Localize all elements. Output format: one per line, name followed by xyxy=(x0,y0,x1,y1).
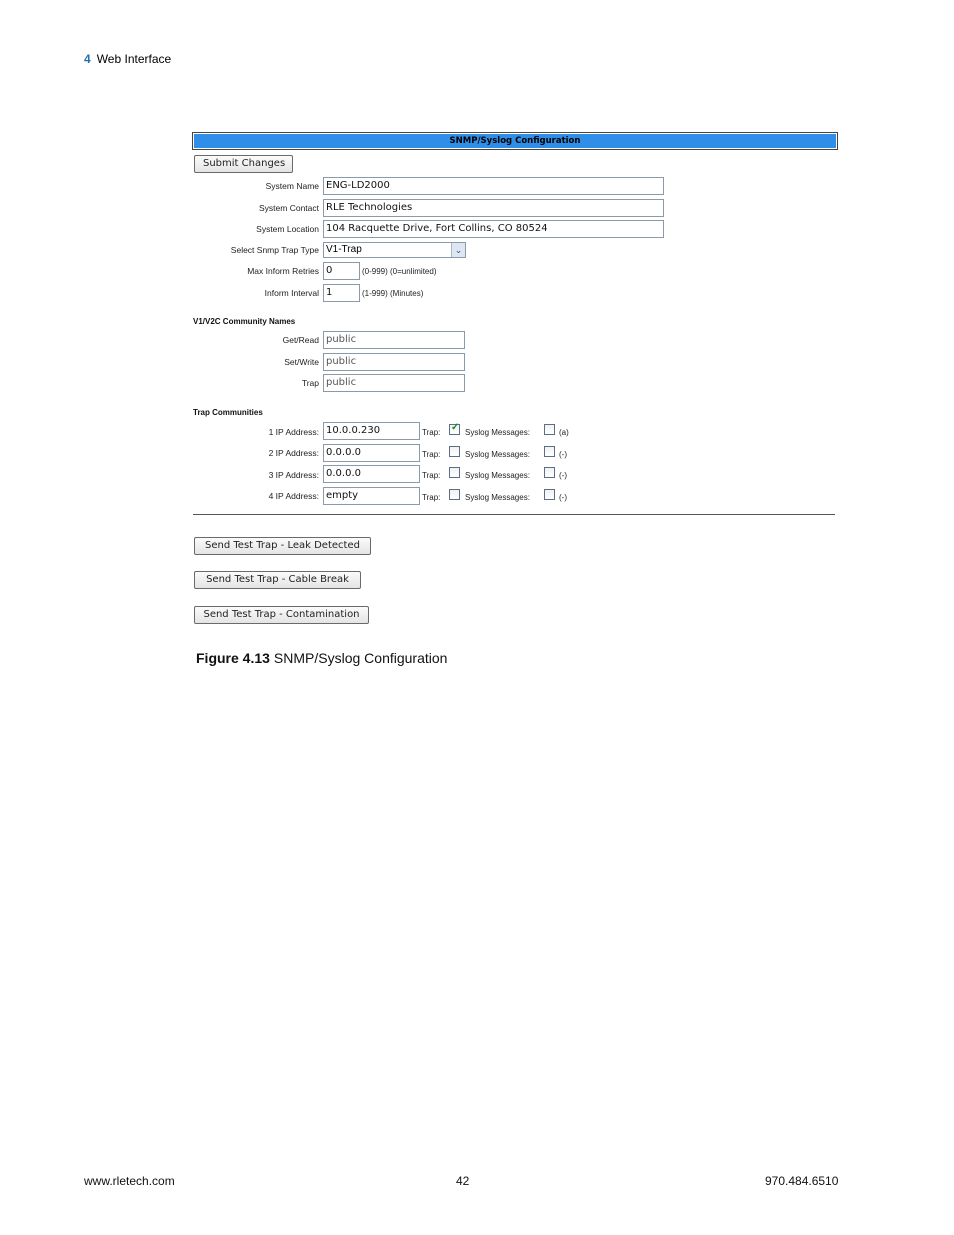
trap-type-value: V1-Trap xyxy=(326,244,362,255)
trap-row-2-syslog-checkbox[interactable] xyxy=(544,446,555,457)
trap-row-1-label: 1 IP Address: xyxy=(268,427,319,437)
trap-row-2-trap-checkbox[interactable] xyxy=(449,446,460,457)
submit-changes-button[interactable]: Submit Changes xyxy=(194,155,293,173)
trap-row-3-trap-label: Trap: xyxy=(422,471,441,480)
system-name-label: System Name xyxy=(265,181,319,191)
max-retries-input[interactable]: 0 xyxy=(323,262,360,280)
system-name-input[interactable]: ENG-LD2000 xyxy=(323,177,664,195)
test-trap-contamination-button[interactable]: Send Test Trap - Contamination xyxy=(194,606,369,624)
system-contact-label: System Contact xyxy=(259,203,319,213)
trap-row-4-label: 4 IP Address: xyxy=(268,491,319,501)
test-trap-leak-button[interactable]: Send Test Trap - Leak Detected xyxy=(194,537,371,555)
trap-row-2-trap-label: Trap: xyxy=(422,450,441,459)
max-retries-note: (0-999) (0=unlimited) xyxy=(362,267,437,276)
trap-row-3-trap-checkbox[interactable] xyxy=(449,467,460,478)
trap-row-2-syslog-label: Syslog Messages: xyxy=(465,450,530,459)
figure-title: SNMP/Syslog Configuration xyxy=(273,650,448,666)
page-header xyxy=(84,52,171,66)
trap-row-2-ip-input[interactable]: 0.0.0.0 xyxy=(323,444,420,462)
footer-website: www.rletech.com xyxy=(84,1174,175,1188)
set-write-input[interactable]: public xyxy=(323,353,465,371)
test-trap-cable-button[interactable]: Send Test Trap - Cable Break xyxy=(194,571,361,589)
trap-row-3-ip-input[interactable]: 0.0.0.0 xyxy=(323,465,420,483)
chevron-down-icon[interactable]: ⌄ xyxy=(451,243,465,257)
trap-row-3-syslog-checkbox[interactable] xyxy=(544,467,555,478)
chapter-title: Web Interface xyxy=(96,52,172,66)
chapter-number: 4 xyxy=(84,52,91,66)
inform-interval-input[interactable]: 1 xyxy=(323,284,360,302)
trap-row-3-syslog-note: (-) xyxy=(559,471,567,480)
trap-row-1-ip-input[interactable]: 10.0.0.230 xyxy=(323,422,420,440)
trap-type-select[interactable] xyxy=(323,242,466,258)
trap-row-1-syslog-checkbox[interactable] xyxy=(544,424,555,435)
footer-page-number: 42 xyxy=(456,1174,470,1188)
set-write-label: Set/Write xyxy=(284,357,319,367)
trap-row-4-trap-checkbox[interactable] xyxy=(449,489,460,500)
get-read-input[interactable]: public xyxy=(323,331,465,349)
trap-row-1-syslog-note: (a) xyxy=(559,428,569,437)
panel-title-bar xyxy=(192,132,838,150)
figure-number: Figure 4.13 xyxy=(196,650,270,666)
footer-phone: 970.484.6510 xyxy=(765,1174,839,1188)
trap-row-2-syslog-note: (-) xyxy=(559,450,567,459)
trap-row-4-syslog-label: Syslog Messages: xyxy=(465,493,530,502)
trap-type-label: Select Snmp Trap Type xyxy=(230,245,319,255)
trap-community-label: Trap xyxy=(301,378,319,388)
inform-interval-note: (1-999) (Minutes) xyxy=(362,289,424,298)
trap-row-3-syslog-label: Syslog Messages: xyxy=(465,471,530,480)
get-read-label: Get/Read xyxy=(282,335,319,345)
trap-row-3-label: 3 IP Address: xyxy=(268,470,319,480)
trap-row-4-trap-label: Trap: xyxy=(422,493,441,502)
system-contact-input[interactable]: RLE Technologies xyxy=(323,199,664,217)
figure-caption xyxy=(196,650,447,666)
trap-row-2-label: 2 IP Address: xyxy=(268,448,319,458)
trap-row-1-trap-checkbox[interactable] xyxy=(449,424,460,435)
snmp-syslog-screenshot xyxy=(192,132,838,150)
trap-communities-heading: Trap Communities xyxy=(193,408,263,417)
panel-title: SNMP/Syslog Configuration xyxy=(194,134,836,148)
community-names-heading: V1/V2C Community Names xyxy=(193,317,296,326)
trap-row-4-ip-input[interactable]: empty xyxy=(323,487,420,505)
section-divider xyxy=(193,514,835,515)
trap-row-1-trap-label: Trap: xyxy=(422,428,441,437)
inform-interval-label: Inform Interval xyxy=(264,288,319,298)
system-location-input[interactable]: 104 Racquette Drive, Fort Collins, CO 80524 xyxy=(323,220,664,238)
system-location-label: System Location xyxy=(256,224,319,234)
trap-community-input[interactable]: public xyxy=(323,374,465,392)
max-retries-label: Max Inform Retries xyxy=(247,266,319,276)
trap-row-1-syslog-label: Syslog Messages: xyxy=(465,428,530,437)
trap-row-4-syslog-note: (-) xyxy=(559,493,567,502)
trap-row-4-syslog-checkbox[interactable] xyxy=(544,489,555,500)
